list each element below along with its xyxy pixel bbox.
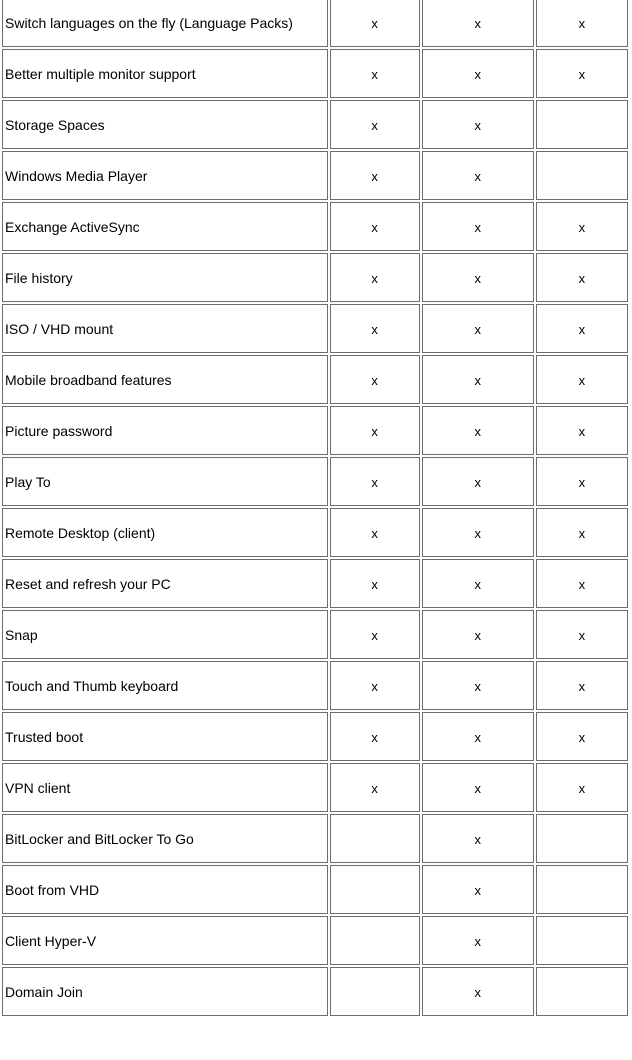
availability-cell — [536, 865, 628, 914]
availability-cell — [422, 457, 534, 506]
availability-cell — [422, 559, 534, 608]
availability-cell — [422, 508, 534, 557]
availability-cell — [536, 814, 628, 863]
availability-mark: x — [578, 423, 586, 439]
availability-cell — [536, 610, 628, 659]
table-row — [2, 0, 628, 47]
availability-cell — [536, 712, 628, 761]
table-row — [2, 355, 628, 404]
feature-name-cell: BitLocker and BitLocker To Go — [2, 814, 328, 863]
availability-mark: x — [578, 525, 586, 541]
table-row — [2, 457, 628, 506]
feature-name-cell: Mobile broadband features — [2, 355, 328, 404]
availability-mark: x — [474, 576, 481, 592]
availability-cell — [330, 457, 420, 506]
availability-cell — [536, 916, 628, 965]
feature-name-cell: Switch languages on the fly (Language Packs) — [2, 0, 328, 47]
feature-name-cell: Reset and refresh your PC — [2, 559, 328, 608]
table-row — [2, 610, 628, 659]
availability-mark: x — [474, 627, 481, 643]
availability-cell — [330, 151, 420, 200]
availability-cell — [536, 763, 628, 812]
availability-mark: x — [578, 576, 586, 592]
availability-cell — [536, 49, 628, 98]
table-row — [2, 661, 628, 710]
feature-name-cell: Client Hyper-V — [2, 916, 328, 965]
availability-cell — [422, 49, 534, 98]
availability-cell — [330, 610, 420, 659]
table-row — [2, 508, 628, 557]
availability-mark: x — [371, 168, 378, 184]
availability-cell — [422, 661, 534, 710]
table-row — [2, 712, 628, 761]
availability-cell — [330, 967, 420, 1016]
availability-cell — [330, 355, 420, 404]
availability-mark: x — [474, 474, 481, 490]
availability-cell — [422, 0, 534, 47]
availability-cell — [536, 202, 628, 251]
feature-name-cell: Better multiple monitor support — [2, 49, 328, 98]
availability-cell — [536, 508, 628, 557]
availability-cell — [330, 814, 420, 863]
availability-mark: x — [578, 270, 586, 286]
availability-mark: x — [474, 372, 481, 388]
availability-mark: x — [371, 270, 378, 286]
availability-mark: x — [371, 678, 378, 694]
availability-mark: x — [371, 372, 378, 388]
availability-cell — [536, 457, 628, 506]
table-row — [2, 253, 628, 302]
table-row — [2, 151, 628, 200]
availability-mark: x — [578, 678, 586, 694]
availability-mark: x — [371, 525, 378, 541]
availability-cell — [422, 916, 534, 965]
table-body — [2, 0, 628, 1016]
availability-mark: x — [578, 372, 586, 388]
availability-cell — [536, 0, 628, 47]
availability-mark: x — [474, 780, 481, 796]
availability-mark: x — [578, 474, 586, 490]
availability-cell — [422, 151, 534, 200]
feature-name-cell: ISO / VHD mount — [2, 304, 328, 353]
availability-cell — [422, 100, 534, 149]
table-row — [2, 100, 628, 149]
availability-cell — [330, 304, 420, 353]
availability-cell — [422, 406, 534, 455]
availability-cell — [330, 0, 420, 47]
availability-mark: x — [474, 882, 481, 898]
availability-cell — [330, 661, 420, 710]
availability-cell — [536, 151, 628, 200]
feature-name-cell: Boot from VHD — [2, 865, 328, 914]
availability-cell — [422, 304, 534, 353]
feature-name-cell: Touch and Thumb keyboard — [2, 661, 328, 710]
availability-cell — [422, 355, 534, 404]
availability-cell — [330, 865, 420, 914]
feature-name-cell: Windows Media Player — [2, 151, 328, 200]
feature-name-cell: Trusted boot — [2, 712, 328, 761]
availability-mark: x — [474, 168, 481, 184]
feature-name-cell: Remote Desktop (client) — [2, 508, 328, 557]
availability-mark: x — [578, 780, 586, 796]
availability-mark: x — [578, 627, 586, 643]
availability-cell — [422, 712, 534, 761]
availability-mark: x — [371, 423, 378, 439]
availability-mark: x — [474, 678, 481, 694]
availability-mark: x — [371, 117, 378, 133]
availability-mark: x — [474, 117, 481, 133]
availability-mark: x — [578, 15, 586, 31]
availability-mark: x — [371, 15, 378, 31]
table-row — [2, 865, 628, 914]
availability-cell — [330, 406, 420, 455]
feature-name-cell: VPN client — [2, 763, 328, 812]
availability-mark: x — [474, 321, 481, 337]
availability-mark: x — [371, 576, 378, 592]
feature-name-cell: Exchange ActiveSync — [2, 202, 328, 251]
availability-cell — [422, 763, 534, 812]
availability-mark: x — [474, 729, 481, 745]
availability-mark: x — [578, 219, 586, 235]
table-row — [2, 406, 628, 455]
availability-cell — [422, 253, 534, 302]
availability-cell — [422, 865, 534, 914]
availability-mark: x — [474, 933, 481, 949]
table-row — [2, 967, 628, 1016]
availability-mark: x — [474, 423, 481, 439]
availability-cell — [536, 304, 628, 353]
availability-mark: x — [474, 66, 481, 82]
feature-name-cell: Domain Join — [2, 967, 328, 1016]
table-row — [2, 202, 628, 251]
feature-name-cell: Play To — [2, 457, 328, 506]
availability-mark: x — [578, 729, 586, 745]
availability-mark: x — [474, 15, 481, 31]
table-row — [2, 559, 628, 608]
availability-cell — [330, 49, 420, 98]
availability-mark: x — [371, 219, 378, 235]
feature-name-cell: Picture password — [2, 406, 328, 455]
availability-cell — [536, 406, 628, 455]
availability-mark: x — [474, 270, 481, 286]
feature-name-cell: File history — [2, 253, 328, 302]
availability-mark: x — [371, 780, 378, 796]
availability-mark: x — [578, 321, 586, 337]
availability-cell — [330, 763, 420, 812]
availability-cell — [536, 661, 628, 710]
availability-mark: x — [371, 66, 378, 82]
availability-cell — [330, 508, 420, 557]
availability-cell — [536, 253, 628, 302]
availability-cell — [330, 712, 420, 761]
availability-cell — [422, 202, 534, 251]
availability-cell — [422, 814, 534, 863]
availability-mark: x — [371, 321, 378, 337]
availability-cell — [330, 202, 420, 251]
availability-cell — [422, 610, 534, 659]
availability-cell — [536, 100, 628, 149]
availability-mark: x — [474, 525, 481, 541]
availability-cell — [536, 559, 628, 608]
availability-mark: x — [371, 474, 378, 490]
feature-name-cell: Snap — [2, 610, 328, 659]
availability-mark: x — [578, 66, 586, 82]
availability-cell — [422, 967, 534, 1016]
availability-cell — [330, 559, 420, 608]
feature-name-cell: Storage Spaces — [2, 100, 328, 149]
table-row — [2, 916, 628, 965]
table-row — [2, 49, 628, 98]
availability-cell — [536, 355, 628, 404]
availability-mark: x — [474, 219, 481, 235]
availability-cell — [330, 916, 420, 965]
availability-mark: x — [474, 984, 481, 1000]
availability-mark: x — [371, 729, 378, 745]
availability-cell — [536, 967, 628, 1016]
availability-cell — [330, 100, 420, 149]
table-row — [2, 763, 628, 812]
availability-cell — [330, 253, 420, 302]
availability-mark: x — [371, 627, 378, 643]
table-row — [2, 304, 628, 353]
table-row — [2, 814, 628, 863]
availability-mark: x — [474, 831, 481, 847]
